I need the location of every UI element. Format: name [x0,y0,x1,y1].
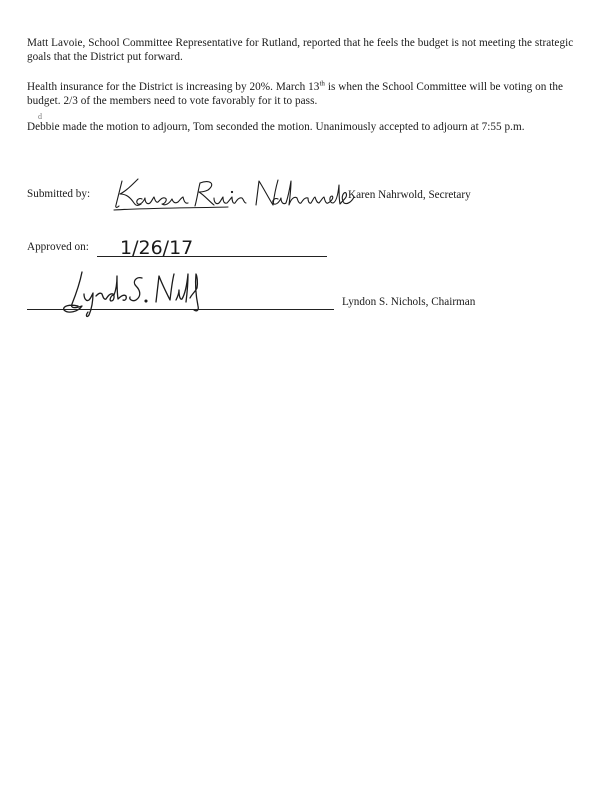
scan-artifact: d [38,112,48,121]
approved-on-label: Approved on: [27,241,89,253]
approved-date-text: 1/26/17 [120,237,194,259]
chairman-name: Lyndon S. Nichols, Chairman [342,296,476,308]
approved-date-line [97,256,327,257]
paragraph-adjourn [27,121,587,135]
chairman-signature [58,268,208,320]
ordinal-suffix: th [319,79,325,88]
approved-date [117,232,217,264]
paragraph-text: Matt Lavoie, School Committee Representative for Rutland, reported that he feels the budget is not meeting the strategic goals that the District put forward. [27,37,574,63]
paragraph-text-part: Health insurance for the District is increasing by 20%. March 13 [27,81,320,93]
paragraph-budget-comment [27,37,587,64]
submitted-by-label: Submitted by: [27,188,91,200]
secretary-name: Karen Nahrwold, Secretary [348,189,471,201]
secretary-signature [108,175,360,217]
chairman-signature-line [27,309,334,310]
paragraph-health-insurance [27,81,587,108]
paragraph-text-part: is when the School Committee will be voting on the budget. 2/3 of the members need to vote favorably for it to pass. [27,81,564,107]
paragraph-text: Debbie made the motion to adjourn, Tom seconded the motion. Unanimously accepted to adjourn at 7:55 p.m. [27,121,525,133]
